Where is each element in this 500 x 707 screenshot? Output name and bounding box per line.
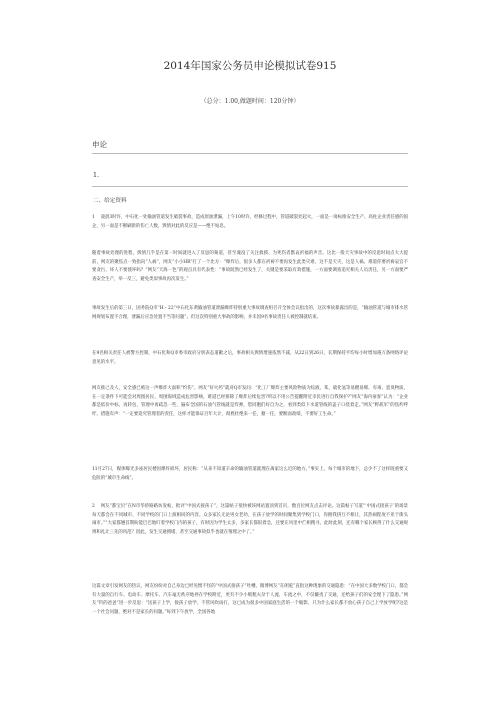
paragraph: 网友推己及人，安全感已被这一声爆炸大面积“灼伤”。网友“好火药”就对Q市发问：“化工厂爆炸主要风险物质为综液、苯、硫化氢等易燃易爆、有毒、恶臭物质，在一定条件下可能会对周围居民、周围海域造成危害影响，难道已经排除了爆炸后续危害?所以不用公告提醒附近市民进行自我保护?”网友“海内豪客”认为：“企业都是低价中标，再转包，管理中再疏忽一些，遍布全国的石油气管线就是炸弹，您同胞们好自为之，看到类似下水道管线的盖子口绕着走。”网友“野战军”的焦灼呼吁，措施有声：“一定要追究管理者的责任，这样才能保证百年大计，彻底杜绝来一任，搪一任，要断面政绩，不要好工生命。” bbox=[92, 386, 408, 417]
paragraph: 11月27日，媒体曝光多座居民楼因爆炸损坏，居民称：“从来不知道辛命的输油管道就埋在离家这么近的地方。”事实上，每个城市的地下，总少不了这样既重要又危险的“城市生命线”。 bbox=[92, 467, 408, 481]
question-number: 1. bbox=[93, 172, 100, 179]
exam-info: （总分：1.00,做题时间：120分钟） bbox=[200, 98, 300, 105]
paragraph: 在9名相关责任人被警方控制，中石化和Q市委市政府分别表态道歉之后，事故相关舆情增速依然不减，从22日到26日，长期保持平均每小时增加遇万条网络评论意见的水平。 bbox=[92, 351, 408, 365]
question-divider bbox=[92, 186, 408, 187]
paragraph: 这篇文章引发网友的热议，网友纷纷对自己身边已经见惯不怪的“中国式接孩子”吐槽。微博网友“在朗驼”直指这种现象的交通隐患：“在中国大多数学校门口，都会有大量的自行车、电动车、摩托车、汽车毫无秩序地停在学校附近，更有不少小贩粗夫杂于人流、车流之中，不仅嫌夷了交通，还给孩子们的安全埋下了隐患。”网友“钓的爸爸”进一步反思：“送孩子上学，接孩子放学，不管风吹雨打，这已成为很多中国家庭生活的一个缩影，只为什么家长都不放心孩子自己上学放学呢?这是一个社会问题，绝对不是家长的问题。”每到下午放学，全国各地 bbox=[92, 584, 408, 615]
paragraph: 事故发生后的第三日，国务院Q市“H・22”中石化东黄输油管道泄漏爆炸特别重大事故调查组召开全体会议指出的，这次事故暴露出的是，“输油管道与城市排水管网规划布置不合理，泄漏后应急处置不当等问题”。但这次特别重大事故的影响，并未因9名事故责任人被控制就结束。 bbox=[92, 306, 408, 320]
paragraph: 2 网友“都宝贝”在N市华侨路路坊发帖，批评“中国式接孩子”，这篇帖子很快被该网站置顶到首页，数百位网友点击评论。这篇帖子写道“‘中国式接孩子’的场景每天都会在不同城市、不同学校的门口上演相同的内容。众多家长无论男女老幼，在孩子放学的时间聚集到学校门口，你拥我挤互不相让，其热闹程度不亚于街头闹市。”“大家都翘首期盼能巴巴地叮着学校门内的孩子，有时因为学生太多，多家长都很着急，还要在风里中伫相搜寻。此时此刻，还有哪个家长顾得了什么交通规则和礼让三先的风范？因此，发生交通拥堵，甚至交通事故似乎也就在情理之中了。” bbox=[92, 504, 408, 535]
paragraph: 1 凌晨3时许，中石化一处输油管道发生破裂事故，造成原油泄漏，上午10时许，经修过程中，管道破裂处起火，一面是一岗标推安全生产、高柱企业责任感的国企，另一面是不断刷新的伤亡人数，舆情对此的反应是——绝不姑息。 bbox=[92, 215, 408, 229]
part-heading: 二、给定资料 bbox=[93, 198, 127, 204]
section-divider bbox=[92, 153, 408, 154]
paragraph: 随着事故处理的进程，舆情几乎是在第一时间就进入了反思的频道，甚至淹没了关注救援、为死伤者默哀祈福的声音。这比一般天灾事故中的反思时间点大大提前，网友的聚焦点一致指向“人祸”，网友“小小HR”打了一个比方：“爆炸后，很多人都在祈祷不要再发生此类灾难，这不是天灾，这是人祸。难道你要祈祷哀官不要贪污，坏人不要使坏吗？”网友“天海一色”的观点具有代表性：“事故既然已经发生了，关键是要采取有效措施，一方面要调查追究相关人员责任，另一方面要严查安全生产，举一反三，避免类似事故再次发生。” bbox=[92, 251, 408, 282]
section-label: 申论 bbox=[92, 140, 107, 149]
page-title: 2014年国家公务员申论模拟试卷915 bbox=[163, 60, 337, 72]
